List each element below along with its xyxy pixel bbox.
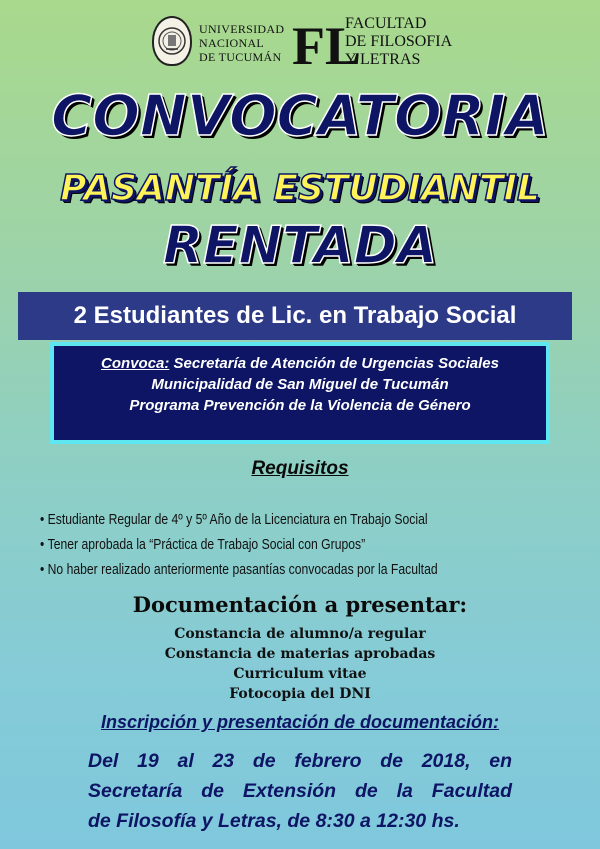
title-rentada: RENTADA: [162, 216, 438, 276]
documentacion-item: Curriculum vitae: [233, 666, 367, 682]
inscripcion-line: Secretaría de Extensión de la Facultad: [88, 780, 512, 802]
convoca-box: [50, 342, 550, 444]
inscripcion-heading: Inscripción y presentación de documentación:: [100, 712, 500, 732]
convoca-org-3: Programa Prevención de la Violencia de Género: [129, 397, 471, 414]
university-name-line: UNIVERSIDAD: [199, 22, 285, 36]
requisitos-heading: Requisitos: [251, 458, 349, 479]
faculty-name-line: Y LETRAS: [345, 51, 421, 68]
bullet-icon: •: [40, 537, 45, 553]
convoca-org-2: Municipalidad de San Miguel de Tucumán: [151, 376, 449, 393]
university-name: [199, 22, 291, 64]
requisito-text: Estudiante Regular de 4º y 5º Año de la Licenciatura en Trabajo Social: [47, 512, 428, 528]
documentacion-item: Constancia de alumno/a regular: [174, 626, 426, 642]
documentacion-heading: Documentación a presentar:: [132, 592, 468, 617]
inscripcion-details: [88, 746, 512, 836]
documentacion-list: [0, 624, 600, 704]
convoca-label: Convoca:: [101, 355, 170, 372]
requisito-text: No haber realizado anteriormente pasantías convocadas por la Facultad: [47, 562, 438, 578]
university-name-line: NACIONAL: [199, 36, 265, 50]
requisito-item: [40, 533, 494, 558]
faculty-monogram-text: FL: [292, 16, 362, 76]
bullet-icon: •: [40, 562, 45, 578]
university-name-line: DE TUCUMÁN: [199, 50, 282, 64]
faculty-name: [345, 15, 485, 69]
faculty-name-line: FACULTAD: [345, 15, 427, 32]
convoca-org-1: Secretaría de Atención de Urgencias Sociales: [173, 355, 499, 372]
requisito-item: [40, 508, 494, 533]
university-seal-logo: [152, 16, 192, 66]
convoca-line-1: [54, 353, 546, 374]
inscripcion-line: de Filosofía y Letras, de 8:30 a 12:30 hs.: [88, 810, 460, 832]
requisito-item: [40, 558, 494, 583]
documentacion-item: Constancia de materias aprobadas: [164, 646, 436, 662]
students-banner: 2 Estudiantes de Lic. en Trabajo Social: [18, 292, 572, 340]
requisito-text: Tener aprobada la “Práctica de Trabajo Social con Grupos”: [47, 537, 366, 553]
inscripcion-line: Del 19 al 23 de febrero de 2018, en: [88, 750, 512, 772]
faculty-name-line: DE FILOSOFIA: [345, 33, 453, 50]
documentacion-item: Fotocopia del DNI: [229, 686, 371, 702]
requisitos-list: [40, 508, 494, 583]
title-pasantia: PASANTÍA ESTUDIANTIL: [60, 168, 540, 209]
faculty-monogram-logo: [290, 14, 362, 76]
title-convocatoria: CONVOCATORIA: [51, 84, 549, 149]
bullet-icon: •: [40, 512, 45, 528]
